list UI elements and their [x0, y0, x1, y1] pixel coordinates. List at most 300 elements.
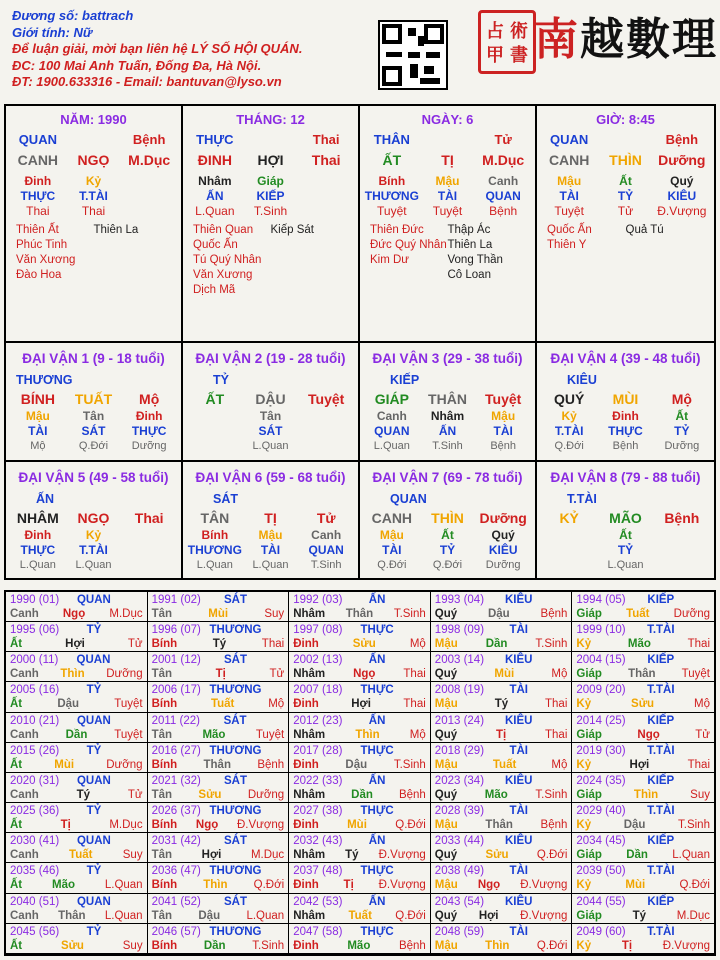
year-line	[152, 653, 285, 667]
star	[271, 283, 349, 298]
year-branch: Mão	[52, 879, 75, 892]
dai-van-stage	[6, 558, 181, 573]
year-god: T.TÀI	[647, 684, 675, 697]
qr-code	[378, 20, 448, 90]
pillar-stem-branch-0: CANH	[17, 152, 59, 168]
bazi-chart	[4, 104, 716, 580]
pillar-stem-branch-0: CANH	[548, 152, 590, 168]
year-cell	[148, 863, 290, 893]
year-god: KIÊU	[504, 774, 533, 787]
year-label: 2036 (47)	[151, 865, 201, 878]
year-label: 2007 (18)	[293, 684, 343, 697]
year-stage: Suy	[122, 939, 143, 952]
year-line	[10, 895, 143, 909]
year-stem: Giáp	[576, 788, 602, 801]
dai-van-hidden-0: Canh	[376, 409, 407, 423]
year-stage: Bệnh	[398, 788, 426, 801]
year-stem-branch	[435, 848, 568, 863]
star: Cô Loan	[447, 269, 491, 281]
year-stage: Tuyệt	[681, 668, 710, 681]
star: Thiên Ất	[16, 224, 59, 236]
dai-van-hidden-2	[298, 409, 354, 424]
header-info	[12, 8, 302, 91]
year-stem: Nhâm	[293, 788, 326, 801]
brand-title: 南 越 數 理	[534, 14, 716, 65]
year-label: 2004 (15)	[576, 654, 626, 667]
dai-van-hidden-1: Mậu	[258, 528, 283, 542]
year-label: 2035 (46)	[10, 865, 60, 878]
dai-van-stage-2: T.Sinh	[310, 559, 342, 571]
year-stage: Đ.Vượng	[378, 879, 426, 892]
dai-van-hidden-1: Nhâm	[430, 409, 465, 423]
year-line	[576, 774, 710, 788]
year-line	[293, 714, 426, 728]
dai-van-hidden-gods-0: TÀI	[382, 543, 402, 557]
dai-van-stem-branch-1: DẬU	[255, 391, 286, 407]
year-cell	[6, 924, 148, 954]
year-line	[435, 714, 568, 728]
life-stage-2: Bệnh	[489, 204, 518, 218]
star: Thiên La	[93, 224, 139, 236]
year-label: 2024 (35)	[576, 774, 626, 787]
year-stem: Kỷ	[576, 698, 592, 711]
dai-van-stage-1: Q.Đới	[432, 559, 463, 571]
year-branch: Mùi	[347, 819, 367, 832]
year-label: 2047 (58)	[293, 925, 343, 938]
year-cell	[148, 622, 290, 652]
life-stage	[537, 204, 714, 219]
year-cell	[289, 833, 431, 863]
year-stem: Kỷ	[576, 638, 592, 651]
year-cell	[289, 743, 431, 773]
year-god: KIÊU	[504, 594, 533, 606]
year-stage: Suy	[264, 608, 285, 620]
year-god: TÀI	[509, 925, 528, 938]
year-stem-branch	[293, 758, 426, 773]
hidden-stems	[183, 174, 358, 189]
year-stem: Tân	[151, 909, 173, 922]
year-stem-branch	[152, 607, 285, 622]
year-line	[293, 744, 426, 758]
year-branch: Sửu	[631, 698, 655, 711]
year-line	[435, 774, 568, 788]
year-stem: Đinh	[293, 819, 319, 832]
year-label: 2034 (45)	[576, 835, 626, 848]
year-god: QUAN	[76, 654, 111, 667]
dai-van-stem-branch-0: QUÝ	[553, 391, 585, 407]
year-line	[435, 683, 568, 697]
year-stem: Nhâm	[293, 668, 326, 681]
year-label: 2009 (20)	[576, 684, 626, 697]
year-branch: Sửu	[198, 788, 222, 801]
year-stem-branch	[152, 697, 285, 712]
year-line	[435, 834, 568, 848]
dai-van-stage	[537, 558, 714, 573]
year-god: KIÊU	[504, 654, 533, 667]
dai-van-stage-0	[187, 439, 243, 454]
year-stage: Suy	[690, 788, 710, 801]
year-stage: Tuyệt	[114, 698, 143, 711]
year-branch: Hợi	[201, 849, 222, 862]
year-stem: Kỷ	[576, 819, 592, 832]
year-stage: Đ.Vượng	[378, 849, 426, 862]
dai-van-stem-branch-0: KỶ	[559, 510, 579, 526]
dai-van-stem-branch-0: NHÂM	[16, 510, 59, 526]
dai-van-7	[360, 462, 537, 578]
year-branch: Tị	[621, 939, 633, 952]
year-branch: Tuất	[492, 758, 517, 771]
year-cell	[6, 622, 148, 652]
dai-van-hidden-1: Ất	[441, 528, 454, 542]
year-cell	[289, 592, 431, 622]
year-stage: L.Quan	[104, 909, 143, 922]
year-god: ẤN	[368, 774, 386, 787]
hidden-stems-1: Mậu	[435, 174, 460, 188]
dai-van-stem-branch-1: THÌN	[431, 510, 464, 526]
year-branch: Tị	[495, 728, 507, 741]
dai-van-hidden-gods-0: THỰC	[20, 543, 56, 557]
year-cell	[572, 622, 714, 652]
year-god: QUAN	[76, 895, 111, 908]
year-line	[10, 864, 143, 878]
year-stem: Canh	[10, 849, 39, 862]
year-stem-branch	[293, 637, 426, 652]
year-branch: Ngọ	[195, 819, 219, 832]
year-line	[293, 623, 426, 637]
dai-van-stem-branch-2: Thai	[134, 510, 164, 526]
year-cell	[148, 743, 290, 773]
life-stage-0: Tuyệt	[554, 204, 584, 218]
year-god: THỰC	[360, 865, 394, 878]
year-stem-branch	[152, 788, 285, 803]
pillar-god-1	[243, 130, 299, 150]
dai-van-stem-branch	[6, 389, 181, 409]
year-god: KIẾP	[647, 774, 675, 787]
year-label: 2033 (44)	[434, 835, 485, 848]
year-stem: Mậu	[434, 638, 458, 651]
dai-van-stem-branch-1: TỊ	[264, 510, 277, 526]
year-line	[152, 864, 285, 878]
hidden-stems-1: Kỷ	[85, 174, 102, 188]
life-stage-1: Thai	[81, 204, 106, 218]
year-stem: Mậu	[434, 939, 458, 952]
star: Thiên La	[447, 239, 493, 251]
year-label: 2025 (36)	[10, 805, 60, 818]
year-branch: Tý	[494, 698, 509, 711]
year-branch: Sửu	[485, 849, 509, 862]
owner-name: Đương số: battrach	[12, 8, 134, 23]
year-stem: Mậu	[434, 879, 458, 892]
pillar-god	[183, 130, 358, 150]
year-cell	[431, 773, 573, 803]
year-branch: Ngọ	[353, 668, 376, 681]
year-stage: Bệnh	[398, 939, 426, 952]
year-stem-branch	[435, 607, 568, 622]
pillar-god-2: Bệnh	[665, 132, 699, 147]
dai-van-hidden-1: Đinh	[612, 409, 639, 423]
year-stem: Giáp	[576, 909, 602, 922]
year-cell	[148, 682, 290, 712]
dai-van-hidden-gods-1: ẤN	[438, 424, 457, 438]
dai-van-hidden	[360, 409, 535, 424]
dai-van-stem-branch-0: ẤT	[205, 391, 225, 407]
dai-van-stage-1: L.Quan	[607, 559, 644, 571]
dai-van-hidden-gods-0: TÀI	[28, 424, 48, 438]
dai-van-stage-1: L.Quan	[252, 440, 289, 452]
dai-van-stage-0: L.Quan	[19, 559, 56, 571]
year-stage: T.Sinh	[393, 608, 426, 620]
year-branch: Dậu	[623, 819, 646, 832]
year-god: KIẾP	[647, 654, 675, 667]
year-stem: Bính	[151, 698, 178, 711]
hidden-gods-0: THƯƠNG	[364, 189, 419, 203]
year-cell	[572, 924, 714, 954]
year-label: 2020 (31)	[10, 774, 60, 787]
year-branch: Thìn	[203, 879, 228, 892]
pillar-stem-branch	[360, 150, 535, 170]
year-stem-branch	[576, 818, 710, 833]
year-stem-branch	[293, 878, 426, 893]
year-cell	[431, 622, 573, 652]
year-label: 2026 (37)	[151, 805, 201, 818]
dai-van-hidden-gods	[360, 543, 535, 558]
year-god: KIẾP	[647, 895, 675, 908]
year-god: TỶ	[86, 925, 102, 938]
star	[271, 253, 349, 268]
hidden-gods-1: TỶ	[617, 189, 634, 203]
year-stem-branch	[576, 607, 710, 622]
dai-van-stem-branch	[537, 508, 714, 528]
year-god: SÁT	[224, 654, 247, 667]
year-god: SÁT	[223, 714, 247, 727]
year-god: ẤN	[368, 594, 386, 606]
year-stem-branch	[10, 637, 143, 652]
pillar-0	[6, 106, 183, 343]
year-stem: Bính	[151, 879, 178, 892]
pillar-god-0: THÂN	[373, 132, 410, 147]
year-stem: Ất	[10, 758, 23, 771]
year-line	[10, 683, 143, 697]
year-line	[293, 804, 426, 818]
dai-van-hidden-gods	[537, 543, 714, 558]
pillar-stem-branch-2: Dưỡng	[658, 152, 706, 168]
year-line	[152, 683, 285, 697]
year-stage: M.Dục	[109, 819, 143, 832]
year-branch: Thìn	[60, 668, 85, 681]
year-line	[10, 774, 143, 788]
year-god: QUAN	[76, 835, 111, 848]
year-stage: Dưỡng	[106, 668, 143, 681]
life-stage-1: T.Sinh	[253, 204, 288, 218]
year-god: TỶ	[86, 865, 102, 878]
year-cell	[572, 652, 714, 682]
year-line	[152, 593, 285, 607]
year-stage: M.Dục	[676, 909, 710, 922]
pillar-stem-branch	[183, 150, 358, 170]
year-stem-branch	[576, 697, 710, 712]
year-cell	[572, 743, 714, 773]
year-god: TÀI	[509, 624, 528, 637]
year-cell	[148, 924, 290, 954]
annual-luck-table	[4, 590, 716, 956]
dai-van-hidden-gods-1: T.TÀI	[79, 543, 108, 557]
year-stage: Đ.Vượng	[520, 909, 568, 922]
dai-van-hidden-gods-2	[298, 424, 354, 439]
year-god: QUAN	[76, 774, 111, 787]
dai-van-hidden-0: Bính	[201, 528, 229, 542]
star: Thiên Y	[547, 239, 587, 251]
pillar-god	[6, 130, 181, 150]
year-branch: Hợi	[629, 758, 650, 771]
dai-van-stage-2	[654, 558, 710, 573]
year-label: 2029 (40)	[576, 805, 626, 818]
year-stem: Đinh	[293, 698, 319, 711]
star: Quốc Ấn	[193, 239, 238, 251]
life-stage-0: L.Quan	[195, 204, 235, 218]
year-stem: Mậu	[434, 819, 458, 832]
year-cell	[148, 652, 290, 682]
year-line	[10, 593, 143, 607]
year-branch: Tuất	[210, 698, 235, 711]
pillar-god-0: THỰC	[196, 132, 234, 147]
life-stage-1: Tử	[617, 204, 634, 218]
year-branch: Tị	[60, 819, 71, 832]
year-label: 1995 (06)	[10, 624, 60, 637]
dai-van-hidden-gods-2: KIÊU	[488, 543, 518, 557]
dai-van-hidden-gods-0	[187, 424, 243, 439]
dai-van-hidden-gods-0: QUAN	[374, 424, 410, 438]
pillar-3	[537, 106, 714, 343]
year-god: THỰC	[360, 805, 394, 818]
dai-van-stem-branch	[6, 508, 181, 528]
year-line	[293, 834, 426, 848]
dai-van-stem-branch	[183, 389, 358, 409]
hidden-gods-2	[298, 189, 354, 204]
year-cell	[572, 833, 714, 863]
hidden-stems-1: Ất	[619, 174, 632, 188]
hidden-stems	[6, 174, 181, 189]
year-cell	[572, 773, 714, 803]
year-branch: Hợi	[65, 638, 85, 651]
dai-van-stem-branch-2: Dưỡng	[479, 510, 527, 526]
pillar-2	[360, 106, 537, 343]
year-stem: Tân	[151, 788, 173, 801]
dai-van-stage-0	[541, 558, 597, 573]
dai-van-stage-0: Mộ	[30, 440, 46, 452]
year-stem: Tân	[151, 668, 173, 681]
hidden-gods-2: QUAN	[485, 189, 521, 203]
year-stem-branch	[293, 788, 426, 803]
dai-van-hidden	[183, 528, 358, 543]
pillar-god-2: Tử	[494, 132, 512, 147]
contact-note: Để luận giải, mời bạn liên hệ LÝ SỐ HỘI QUÁN.	[12, 41, 303, 56]
year-cell	[289, 713, 431, 743]
year-label: 2018 (29)	[434, 744, 485, 757]
hidden-stems	[360, 174, 535, 189]
year-cell	[148, 803, 290, 833]
address: ĐC: 100 Mai Anh Tuấn, Đống Đa, Hà Nội.	[12, 57, 262, 73]
year-branch: Thân	[485, 819, 513, 832]
dai-van-hidden-gods-1: TỶ	[439, 543, 456, 557]
dai-van-stem-branch-1: THÂN	[428, 391, 467, 407]
year-line	[576, 714, 710, 728]
year-stem-branch	[293, 939, 426, 954]
pillar-stem-branch-2: M.Dục	[128, 152, 171, 168]
year-cell	[289, 863, 431, 893]
year-god: T.TÀI	[647, 865, 675, 878]
year-label: 2014 (25)	[576, 714, 626, 727]
year-label: 2013 (24)	[434, 714, 485, 727]
year-god: T.TÀI	[647, 744, 675, 757]
dai-van-hidden-gods-2	[654, 543, 710, 558]
year-stage: Tử	[695, 728, 710, 741]
dai-van-god: T.TÀI	[567, 492, 597, 506]
year-stage: Q.Đới	[536, 939, 568, 952]
pillar-stem-branch-2: Thai	[311, 152, 341, 168]
year-cell	[6, 592, 148, 622]
year-stem-branch	[576, 728, 710, 743]
dai-van-hidden-1: Tân	[259, 409, 282, 423]
pillar-god-1	[66, 130, 122, 150]
year-line	[576, 804, 710, 818]
year-cell	[6, 833, 148, 863]
year-stage: Bệnh	[540, 608, 568, 620]
year-stem: Mậu	[434, 758, 458, 771]
year-cell	[289, 894, 431, 924]
dai-van-1	[6, 343, 183, 462]
star: Thiên Đức	[370, 224, 424, 236]
hidden-gods	[537, 189, 714, 204]
year-label: 2044 (55)	[576, 895, 626, 908]
year-branch: Thìn	[355, 728, 380, 741]
year-stem-branch	[576, 758, 710, 773]
dai-van-hidden-gods-2	[121, 543, 177, 558]
year-god: TÀI	[509, 805, 528, 818]
dai-van-stem-branch-0: BÍNH	[20, 391, 55, 407]
year-branch: Mão	[627, 638, 651, 651]
star: Kiếp Sát	[270, 224, 314, 236]
year-stage: Dưỡng	[673, 608, 710, 620]
dai-van-hidden-gods-2: QUAN	[308, 543, 344, 557]
year-cell	[572, 894, 714, 924]
star: Quả Tú	[625, 224, 664, 236]
pillar-god-2: Bệnh	[132, 132, 166, 147]
year-god: SÁT	[224, 895, 247, 908]
year-stem: Canh	[10, 668, 39, 681]
year-stem: Tân	[151, 849, 173, 862]
year-stage: M.Dục	[250, 849, 285, 862]
life-stage-1: Tuyệt	[432, 204, 463, 218]
dai-van-hidden-gods-1: SÁT	[81, 424, 106, 438]
brand-logo	[478, 8, 718, 78]
year-cell	[431, 713, 573, 743]
year-stem-branch	[576, 788, 710, 803]
year-stem-branch	[576, 637, 710, 652]
year-cell	[6, 894, 148, 924]
year-stage: Dưỡng	[247, 788, 285, 801]
dai-van-stem-branch-0: CANH	[371, 510, 413, 526]
year-stage: Mộ	[268, 698, 285, 711]
year-branch: Tị	[343, 879, 354, 892]
year-branch: Thìn	[485, 939, 510, 952]
year-label: 1997 (08)	[293, 624, 343, 637]
year-stem: Nhâm	[293, 728, 326, 741]
dai-van-stem-branch-2: Mộ	[139, 391, 160, 407]
year-branch: Thân	[58, 909, 86, 922]
year-line	[576, 834, 710, 848]
year-god: TỶ	[86, 805, 102, 818]
year-line	[576, 895, 710, 909]
